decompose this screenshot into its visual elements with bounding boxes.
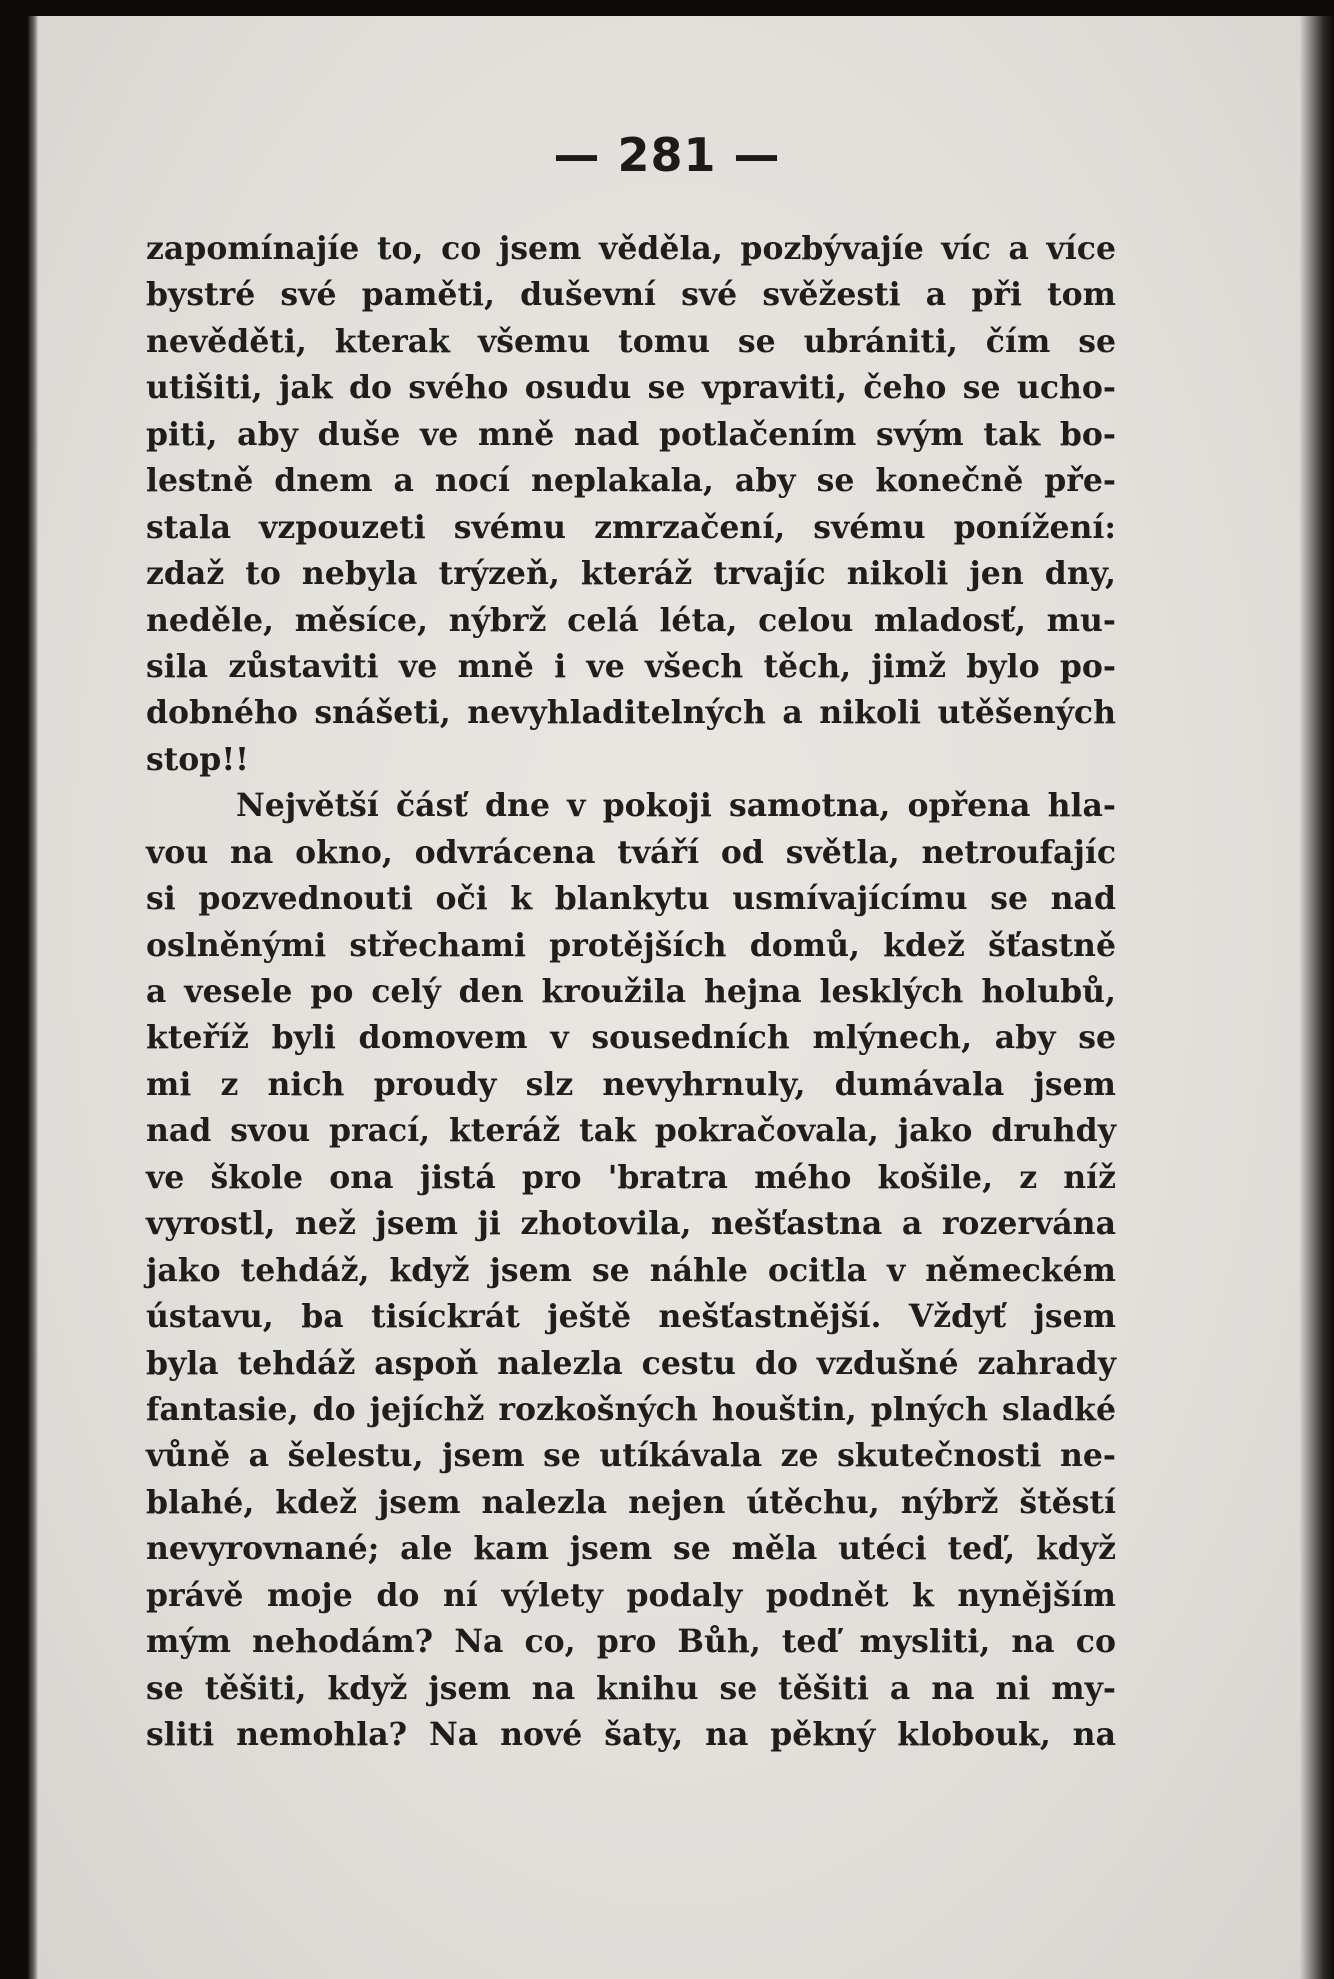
text-line: mým nehodám? Na co, pro Bůh, teď mysliti, na co bbox=[146, 1623, 1116, 1661]
text-line: blahé, kdež jsem nalezla nejen útěchu, nýbrž štěstí bbox=[146, 1483, 1116, 1521]
text-line: ve škole ona jistá pro 'bratra mého košile, z níž bbox=[146, 1158, 1116, 1196]
text-line: dobného snášeti, nevyhladitelných a nikoli utěšených bbox=[146, 694, 1116, 732]
text-line: se těšiti, když jsem na knihu se těšiti a na ni my- bbox=[146, 1669, 1116, 1707]
text-line: utišiti, jak do svého osudu se vpraviti, čeho se ucho- bbox=[146, 369, 1116, 407]
text-line: zdaž to nebyla trýzeň, kteráž trvajíc nikoli jen dny, bbox=[146, 555, 1116, 593]
text-line: nad svou prací, kteráž tak pokračovala, jako druhdy bbox=[146, 1112, 1116, 1150]
text-line: oslněnými střechami protějších domů, kdež šťastně bbox=[146, 926, 1116, 964]
paragraph-2 bbox=[146, 783, 1116, 1758]
right-page-edge bbox=[1300, 16, 1334, 1979]
text-line: nevěděti, kterak všemu tomu se ubrániti, čím se bbox=[146, 322, 1116, 360]
text-line: vou na okno, odvrácena tváří od světla, netroufajíc bbox=[146, 833, 1116, 871]
text-line: jako tehdáž, když jsem se náhle ocitla v německém bbox=[146, 1251, 1116, 1289]
paragraph-1 bbox=[146, 226, 1116, 783]
text-line: mi z nich proudy slz nevyhrnuly, dumávala jsem bbox=[146, 1065, 1116, 1103]
text-line: byla tehdáž aspoň nalezla cestu do vzdušné zahrady bbox=[146, 1344, 1116, 1382]
text-line: si pozvednouti oči k blankytu usmívajícímu se nad bbox=[146, 880, 1116, 918]
text-line: neděle, měsíce, nýbrž celá léta, celou mladosť, mu- bbox=[146, 601, 1116, 639]
text-line: kteříž byli domovem v sousedních mlýnech, aby se bbox=[146, 1019, 1116, 1057]
text-line: lestně dnem a nocí neplakala, aby se konečně pře- bbox=[146, 462, 1116, 500]
page-number: — 281 — bbox=[553, 128, 781, 182]
text-line: a vesele po celý den kroužila hejna lesklých holubů, bbox=[146, 973, 1116, 1010]
binding-edge bbox=[28, 16, 38, 1979]
text-line: sila zůstaviti ve mně i ve všech těch, jimž bylo po- bbox=[146, 647, 1116, 685]
text-line: bystré své paměti, duševní své svěžesti a při tom bbox=[146, 276, 1116, 314]
text-line: stala vzpouzeti svému zmrzačení, svému ponížení: bbox=[146, 508, 1116, 546]
text-line: právě moje do ní výlety podaly podnět k nynějším bbox=[146, 1576, 1116, 1614]
text-line: ústavu, ba tisíckrát ještě nešťastnější. Vždyť jsem bbox=[146, 1298, 1116, 1336]
text-line: vyrostl, než jsem ji zhotovila, nešťastna a rozervána bbox=[146, 1205, 1116, 1243]
text-line: zapomínajíe to, co jsem věděla, pozbývajíe víc a více bbox=[146, 230, 1116, 267]
text-line: nevyrovnané; ale kam jsem se měla utéci teď, když bbox=[146, 1530, 1116, 1568]
text-line: piti, aby duše ve mně nad potlačením svým tak bo- bbox=[146, 415, 1116, 453]
text-line: Největší čásť dne v pokoji samotna, opřena hla- bbox=[236, 787, 1116, 825]
body-text bbox=[146, 226, 1116, 1758]
text-line: fantasie, do jejíchž rozkošných houštin, plných sladké bbox=[146, 1390, 1116, 1428]
text-line: sliti nemohla? Na nové šaty, na pěkný klobouk, na bbox=[146, 1716, 1116, 1753]
text-line: vůně a šelestu, jsem se utíkávala ze skutečnosti ne- bbox=[146, 1437, 1116, 1475]
text-line: stop!! bbox=[146, 740, 249, 778]
